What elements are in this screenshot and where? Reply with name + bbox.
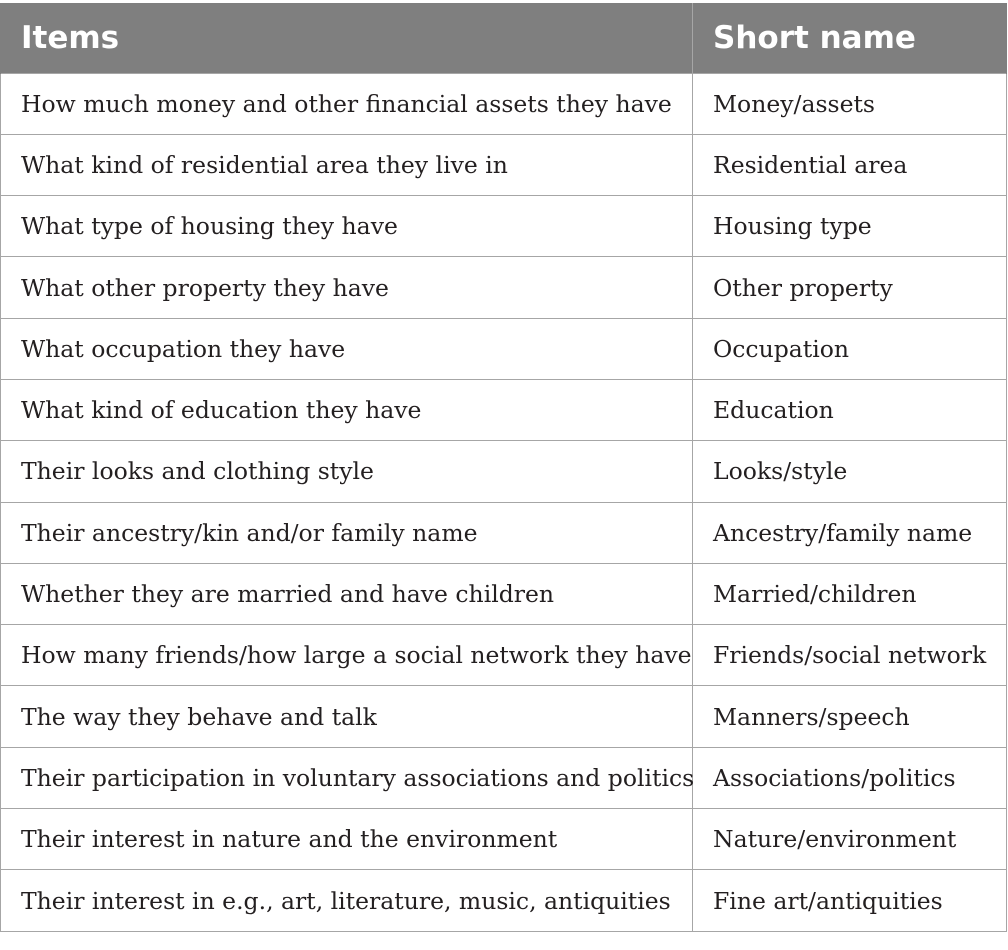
cell-item: Their interest in nature and the environment — [1, 809, 693, 870]
cell-short-name: Friends/social network — [693, 625, 1007, 686]
items-table — [0, 3, 1007, 932]
table-row — [1, 502, 1007, 563]
cell-short-name: Fine art/antiquities — [693, 870, 1007, 931]
cell-item: How many friends/how large a social network they have — [1, 625, 693, 686]
cell-short-name: Education — [693, 379, 1007, 440]
cell-short-name: Money/assets — [693, 73, 1007, 134]
table-row — [1, 747, 1007, 808]
table-row — [1, 379, 1007, 440]
cell-item: Their interest in e.g., art, literature, music, antiquities — [1, 870, 693, 931]
cell-item: Their looks and clothing style — [1, 441, 693, 502]
cell-short-name: Residential area — [693, 134, 1007, 195]
table-row — [1, 196, 1007, 257]
table-header — [1, 3, 1007, 73]
cell-item: The way they behave and talk — [1, 686, 693, 747]
header-short-name: Short name — [693, 3, 1007, 73]
cell-short-name: Ancestry/family name — [693, 502, 1007, 563]
header-items: Items — [1, 3, 693, 73]
cell-short-name: Looks/style — [693, 441, 1007, 502]
table-row — [1, 625, 1007, 686]
cell-short-name: Married/children — [693, 563, 1007, 624]
cell-short-name: Housing type — [693, 196, 1007, 257]
cell-item: What occupation they have — [1, 318, 693, 379]
table-row — [1, 73, 1007, 134]
table-body — [1, 73, 1007, 931]
table-row — [1, 686, 1007, 747]
cell-short-name: Manners/speech — [693, 686, 1007, 747]
header-row — [1, 3, 1007, 73]
table-row — [1, 257, 1007, 318]
cell-item: How much money and other financial assets they have — [1, 73, 693, 134]
cell-item: What other property they have — [1, 257, 693, 318]
cell-short-name: Nature/environment — [693, 809, 1007, 870]
cell-item: What kind of education they have — [1, 379, 693, 440]
cell-item: Their ancestry/kin and/or family name — [1, 502, 693, 563]
cell-item: Their participation in voluntary associations and politics — [1, 747, 693, 808]
cell-short-name: Associations/politics — [693, 747, 1007, 808]
cell-item: Whether they are married and have children — [1, 563, 693, 624]
cell-short-name: Other property — [693, 257, 1007, 318]
table-row — [1, 318, 1007, 379]
items-table-container — [0, 3, 1006, 932]
cell-item: What kind of residential area they live in — [1, 134, 693, 195]
cell-short-name: Occupation — [693, 318, 1007, 379]
table-row — [1, 870, 1007, 931]
table-row — [1, 809, 1007, 870]
table-row — [1, 563, 1007, 624]
table-row — [1, 441, 1007, 502]
cell-item: What type of housing they have — [1, 196, 693, 257]
table-row — [1, 134, 1007, 195]
